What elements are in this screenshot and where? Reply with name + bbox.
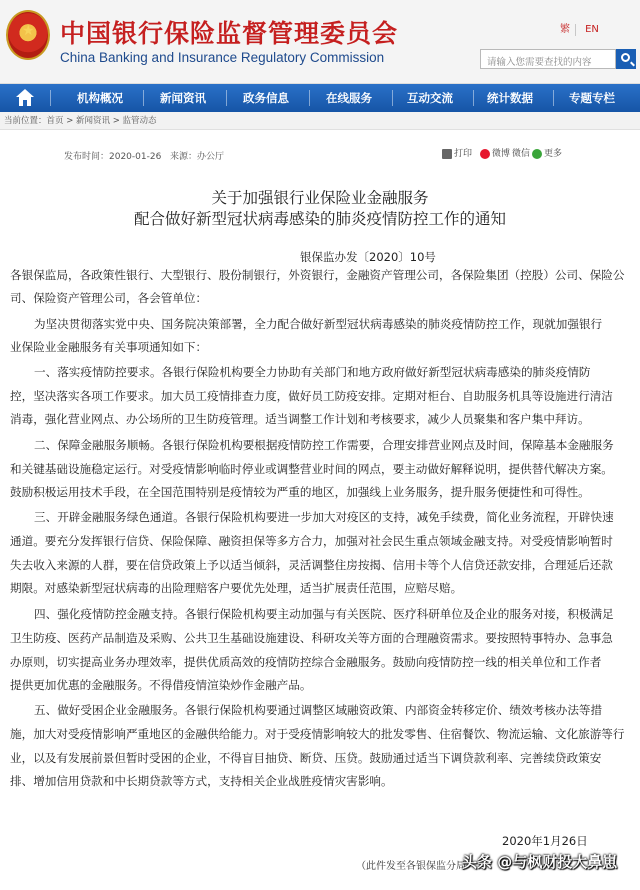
distribution-note: （此件发至各银保监分局 bbox=[356, 861, 466, 872]
body-line: 业保险业金融服务有关事项通知如下： bbox=[10, 340, 208, 354]
issue-date: 2020年1月26日 bbox=[502, 834, 588, 848]
nav-item-about[interactable]: 机构概况 bbox=[77, 91, 123, 105]
more-share-icon bbox=[532, 149, 542, 159]
nav-item-topics[interactable]: 专题专栏 bbox=[569, 91, 615, 105]
print-button[interactable] bbox=[442, 148, 472, 160]
article-title-line2: 配合做好新型冠状病毒感染的肺炎疫情防控工作的通知 bbox=[133, 210, 506, 228]
nav-item-interaction[interactable]: 互动交流 bbox=[407, 91, 453, 105]
body-line: 通道。要充分发挥银行信贷、保险保障、融资担保等多方合力，加强对社会民生重点领域金融支持。对受疫情影响暂时 bbox=[10, 534, 613, 548]
article-title-line1: 关于加强银行业保险业金融服务 bbox=[211, 189, 429, 207]
body-line: 四、强化疫情防控金融支持。各银行保险机构要主动加强与有关医院、医疗科研单位及企业的服务对接，积极满足 bbox=[34, 607, 614, 621]
body-line: 控，坚决落实各项工作要求。加大员工疫情排查力度，做好员工防疫安排。定期对柜台、自助服务机具等设施进行清洁 bbox=[10, 389, 613, 403]
body-line: 各银保监局，各政策性银行、大型银行、股份制银行，外资银行，金融资产管理公司，各保险集团（控股）公司、保险公 bbox=[10, 268, 625, 282]
weibo-icon bbox=[480, 149, 490, 159]
site-header bbox=[0, 0, 640, 84]
body-line: 排、增加信用贷款和中长期贷款等方式，支持相关企业战胜疫情灾害影响。 bbox=[10, 774, 393, 788]
body-line: 二、保障金融服务顺畅。各银行保险机构要根据疫情防控工作需要，合理安排营业网点及时间，保障基本金融服务 bbox=[34, 438, 614, 452]
more-label: 更多 bbox=[544, 149, 563, 159]
site-title[interactable]: 中国银行保险监督管理委员会 bbox=[60, 19, 399, 48]
body-line: 失去收入来源的人群，要在信贷政策上予以适当倾斜，灵活调整住房按揭、信用卡等个人信贷还款安排，合理延后还款 bbox=[10, 558, 613, 572]
body-line: 卫生防疫、医药产品制造及采购、公共卫生基础设施建设、科研攻关等方面的合理融资需求。要按照特事特办、急事急 bbox=[10, 631, 613, 645]
nav-item-statistics[interactable]: 统计数据 bbox=[487, 91, 533, 105]
search-input[interactable]: 请输入您需要查找的内容 bbox=[480, 49, 616, 69]
more-share-button[interactable] bbox=[532, 148, 562, 160]
english-link[interactable]: EN bbox=[585, 24, 599, 35]
body-line: 鼓励积极运用技术手段，在全国范围特别是疫情较为严重的地区，加强线上业务服务，提升服务便捷性和可得性。 bbox=[10, 485, 590, 499]
body-line: 一、落实疫情防控要求。各银行保险机构要全力协助有关部门和地方政府做好新型冠状病毒感染的肺炎疫情防 bbox=[34, 365, 591, 379]
wechat-label: 微信 bbox=[512, 149, 531, 159]
lang-divider bbox=[575, 24, 576, 36]
breadcrumb[interactable]: 当前位置：首页 > 新闻资讯 > 监管动态 bbox=[0, 112, 640, 130]
nav-item-online-service[interactable]: 在线服务 bbox=[326, 91, 372, 105]
traditional-chinese-link[interactable]: 繁 bbox=[560, 24, 570, 35]
national-emblem-icon bbox=[6, 10, 50, 60]
body-line: 五、做好受困企业金融服务。各银行保险机构要通过调整区域融资政策、内部资金转移定价、绩效考核办法等措 bbox=[34, 703, 603, 717]
body-line: 为坚决贯彻落实党中央、国务院决策部署，全力配合做好新型冠状病毒感染的肺炎疫情防控工作，现就加强银行 bbox=[34, 317, 603, 331]
body-line: 消毒，强化营业网点、办公场所的卫生防疫管理。适当调整工作计划和考核要求，减少人员聚集和客户集中拜访。 bbox=[10, 412, 590, 426]
body-line: 司、保险资产管理公司，各会管单位： bbox=[10, 291, 208, 305]
body-line: 施，加大对受疫情影响严重地区的金融供给能力。对于受疫情影响较大的批发零售、住宿餐饮、物流运输、文化旅游等行 bbox=[10, 727, 625, 741]
body-line: 三、开辟金融服务绿色通道。各银行保险机构要进一步加大对疫区的支持，减免手续费，简化业务流程，开辟快速 bbox=[34, 510, 614, 524]
search-button[interactable] bbox=[616, 49, 636, 69]
nav-item-gov-info[interactable]: 政务信息 bbox=[243, 91, 289, 105]
source-label: 来源：办公厅 bbox=[170, 152, 225, 162]
main-nav bbox=[0, 84, 640, 112]
search-icon bbox=[621, 53, 630, 62]
print-label: 打印 bbox=[454, 149, 473, 159]
body-line: 业，以及有发展前景但暂时受困的企业，不得盲目抽贷、断贷、压贷。鼓励通过适当下调贷款利率、完善续贷政策安 bbox=[10, 751, 602, 765]
weibo-label: 微博 bbox=[492, 149, 511, 159]
home-icon[interactable] bbox=[14, 89, 38, 107]
body-line: 提供更加优惠的金融服务。不得借疫情渲染炒作金融产品。 bbox=[10, 678, 312, 692]
publish-time: 发布时间：2020-01-26 bbox=[64, 152, 162, 162]
printer-icon bbox=[442, 149, 452, 159]
wechat-share-button[interactable] bbox=[512, 148, 530, 160]
body-line: 和关键基础设施稳定运行。对受疫情影响临时停业或调整营业时间的网点，要主动做好解释说明，提供替代解决方案。 bbox=[10, 462, 613, 476]
body-line: 办原则，切实提高业务办理效率，提供优质高效的疫情防控综合金融服务。鼓励向疫情防控一线的相关单位和工作者 bbox=[10, 655, 602, 669]
document-number: 银保监办发〔2020〕10号 bbox=[300, 250, 436, 264]
toutiao-watermark: 头条 @与枫财投大鼻崽 bbox=[462, 853, 618, 871]
nav-divider bbox=[50, 90, 51, 106]
body-line: 期限。对感染新型冠状病毒的出险理赔客户要优先处理，适当扩展责任范围，应赔尽赔。 bbox=[10, 581, 463, 595]
site-title-english: China Banking and Insurance Regulatory Commission bbox=[60, 50, 385, 65]
nav-item-news[interactable]: 新闻资讯 bbox=[160, 91, 206, 105]
weibo-share-button[interactable] bbox=[480, 148, 510, 160]
